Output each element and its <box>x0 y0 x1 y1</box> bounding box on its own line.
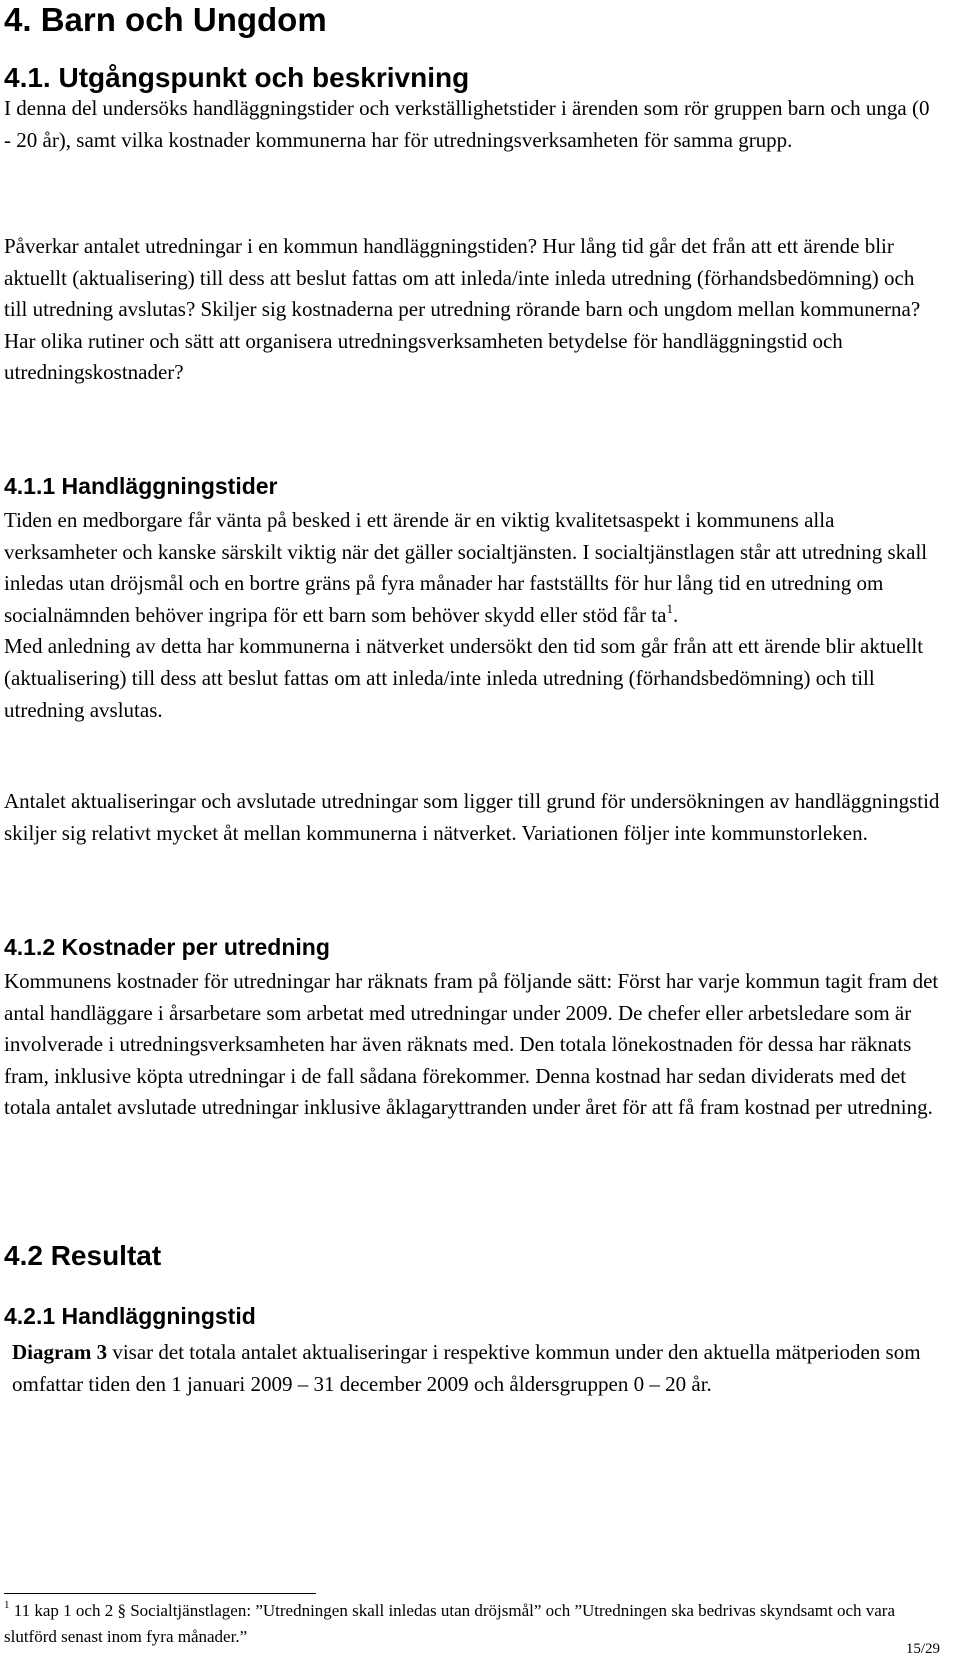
footnote-text: 11 kap 1 och 2 § Socialtjänstlagen: ”Utredningen skall inledas utan dröjsmål” och ”Utredningen ska bedrivas skyndsamt och vara slutförd senast inom fyra månader.” <box>4 1601 895 1646</box>
section-4-1-1-paragraph-3: Antalet aktualiseringar och avslutade utredningar som ligger till grund för undersökningen av handläggningstid skiljer sig relativt mycket åt mellan kommunerna i nätverket. Variationen följer inte kommunstorleken. <box>4 789 940 845</box>
section-4-1-intro: I denna del undersöks handläggningstider och verkställighetstider i ärenden som rör gruppen barn och unga (0 - 20 år), samt vilka kostnader kommunerna har för utredningsverksamheten för samma grupp. <box>4 96 930 152</box>
page-number: 15/29 <box>905 1641 940 1657</box>
section-4-1-2-paragraph: Kommunens kostnader för utredningar har räknats fram på följande sätt: Först har varje kommun tagit fram det antal handläggare i årsarbetare som arbetat med utredningar under 2009. De chefer eller arbetsledare som är involverade i utredningsverksamheten har även räknats med. Den totala lönekostnaden för dessa har räknats fram, inklusive köpta utredningar i de fall sådana förekommer. Denna kostnad har sedan dividerats med det totala antalet avslutade utredningar inklusive åklagaryttranden under året för att få fram kostnad per utredning. <box>4 969 939 1120</box>
section-4-1-heading: 4.1. Utgångspunkt och beskrivning <box>4 62 470 93</box>
section-4-2-1 <box>4 1302 940 1400</box>
footnote-separator <box>4 1593 316 1594</box>
section-4-1-1-p1-text: Tiden en medborgare får vänta på besked i ett ärende är en viktig kvalitetsaspekt i kommunens alla verksamheter och kanske särskilt viktig när det gäller socialtjänsten. I socialtjänstlagen står att utredning skall inledas utan dröjsmål och en bortre gräns på fyra månader har fastställts för hur lång tid en utredning om socialnämnden behöver ingripa för ett barn som behöver skydd eller stöd får ta <box>4 508 928 627</box>
footnote-reference: 1 <box>666 600 673 616</box>
section-4-1-2 <box>4 933 940 1124</box>
section-4-2-heading: 4.2 Resultat <box>4 1240 162 1271</box>
section-4-1-questions: Påverkar antalet utredningar i en kommun handläggningstiden? Hur lång tid går det från att ett ärende blir aktuellt (aktualisering) till dess att beslut fattas om att inleda/inte inleda utredning (förhandsbedömning) och till utredning avslutas? Skiljer sig kostnaderna per utredning rörande barn och ungdom mellan kommunerna? Har olika rutiner och sätt att organisera utredningsverksamheten betydelse för handläggningstid och utredningskostnader? <box>4 234 921 384</box>
footnote <box>4 1598 940 1650</box>
diagram-reference: Diagram 3 <box>12 1340 108 1364</box>
section-4-1-questions-block <box>4 231 940 389</box>
section-4-1-1-paragraph-1 <box>4 505 940 631</box>
footnote-marker: 1 <box>4 1599 10 1611</box>
section-4-2-1-paragraph <box>4 1337 940 1400</box>
section-4-1-1-p3-block <box>4 786 940 849</box>
section-4-1-2-heading: 4.1.2 Kostnader per utredning <box>4 934 330 960</box>
section-4-1 <box>4 62 940 156</box>
section-4-2-1-heading: 4.2.1 Handläggningstid <box>4 1303 256 1329</box>
section-4-1-1-paragraph-2: Med anledning av detta har kommunerna i nätverket undersökt den tid som går från att ett ärende blir aktuellt (aktualisering) till dess att beslut fattas om att inleda/inte inleda utredning (förhandsbedömning) och till utredning avslutas. <box>4 634 924 722</box>
chapter-heading: 4. Barn och Ungdom <box>4 1 327 38</box>
section-4-1-1-heading: 4.1.1 Handläggningstider <box>4 473 278 499</box>
section-4-1-1-p1-end: . <box>672 602 679 627</box>
section-4-1-1 <box>4 472 940 726</box>
section-4-2 <box>4 1240 940 1272</box>
section-4-2-1-text: visar det totala antalet aktualiseringar i respektive kommun under den aktuella mätperioden som omfattar tiden den 1 januari 2009 – 31 december 2009 och åldersgruppen 0 – 20 år. <box>12 1340 921 1396</box>
